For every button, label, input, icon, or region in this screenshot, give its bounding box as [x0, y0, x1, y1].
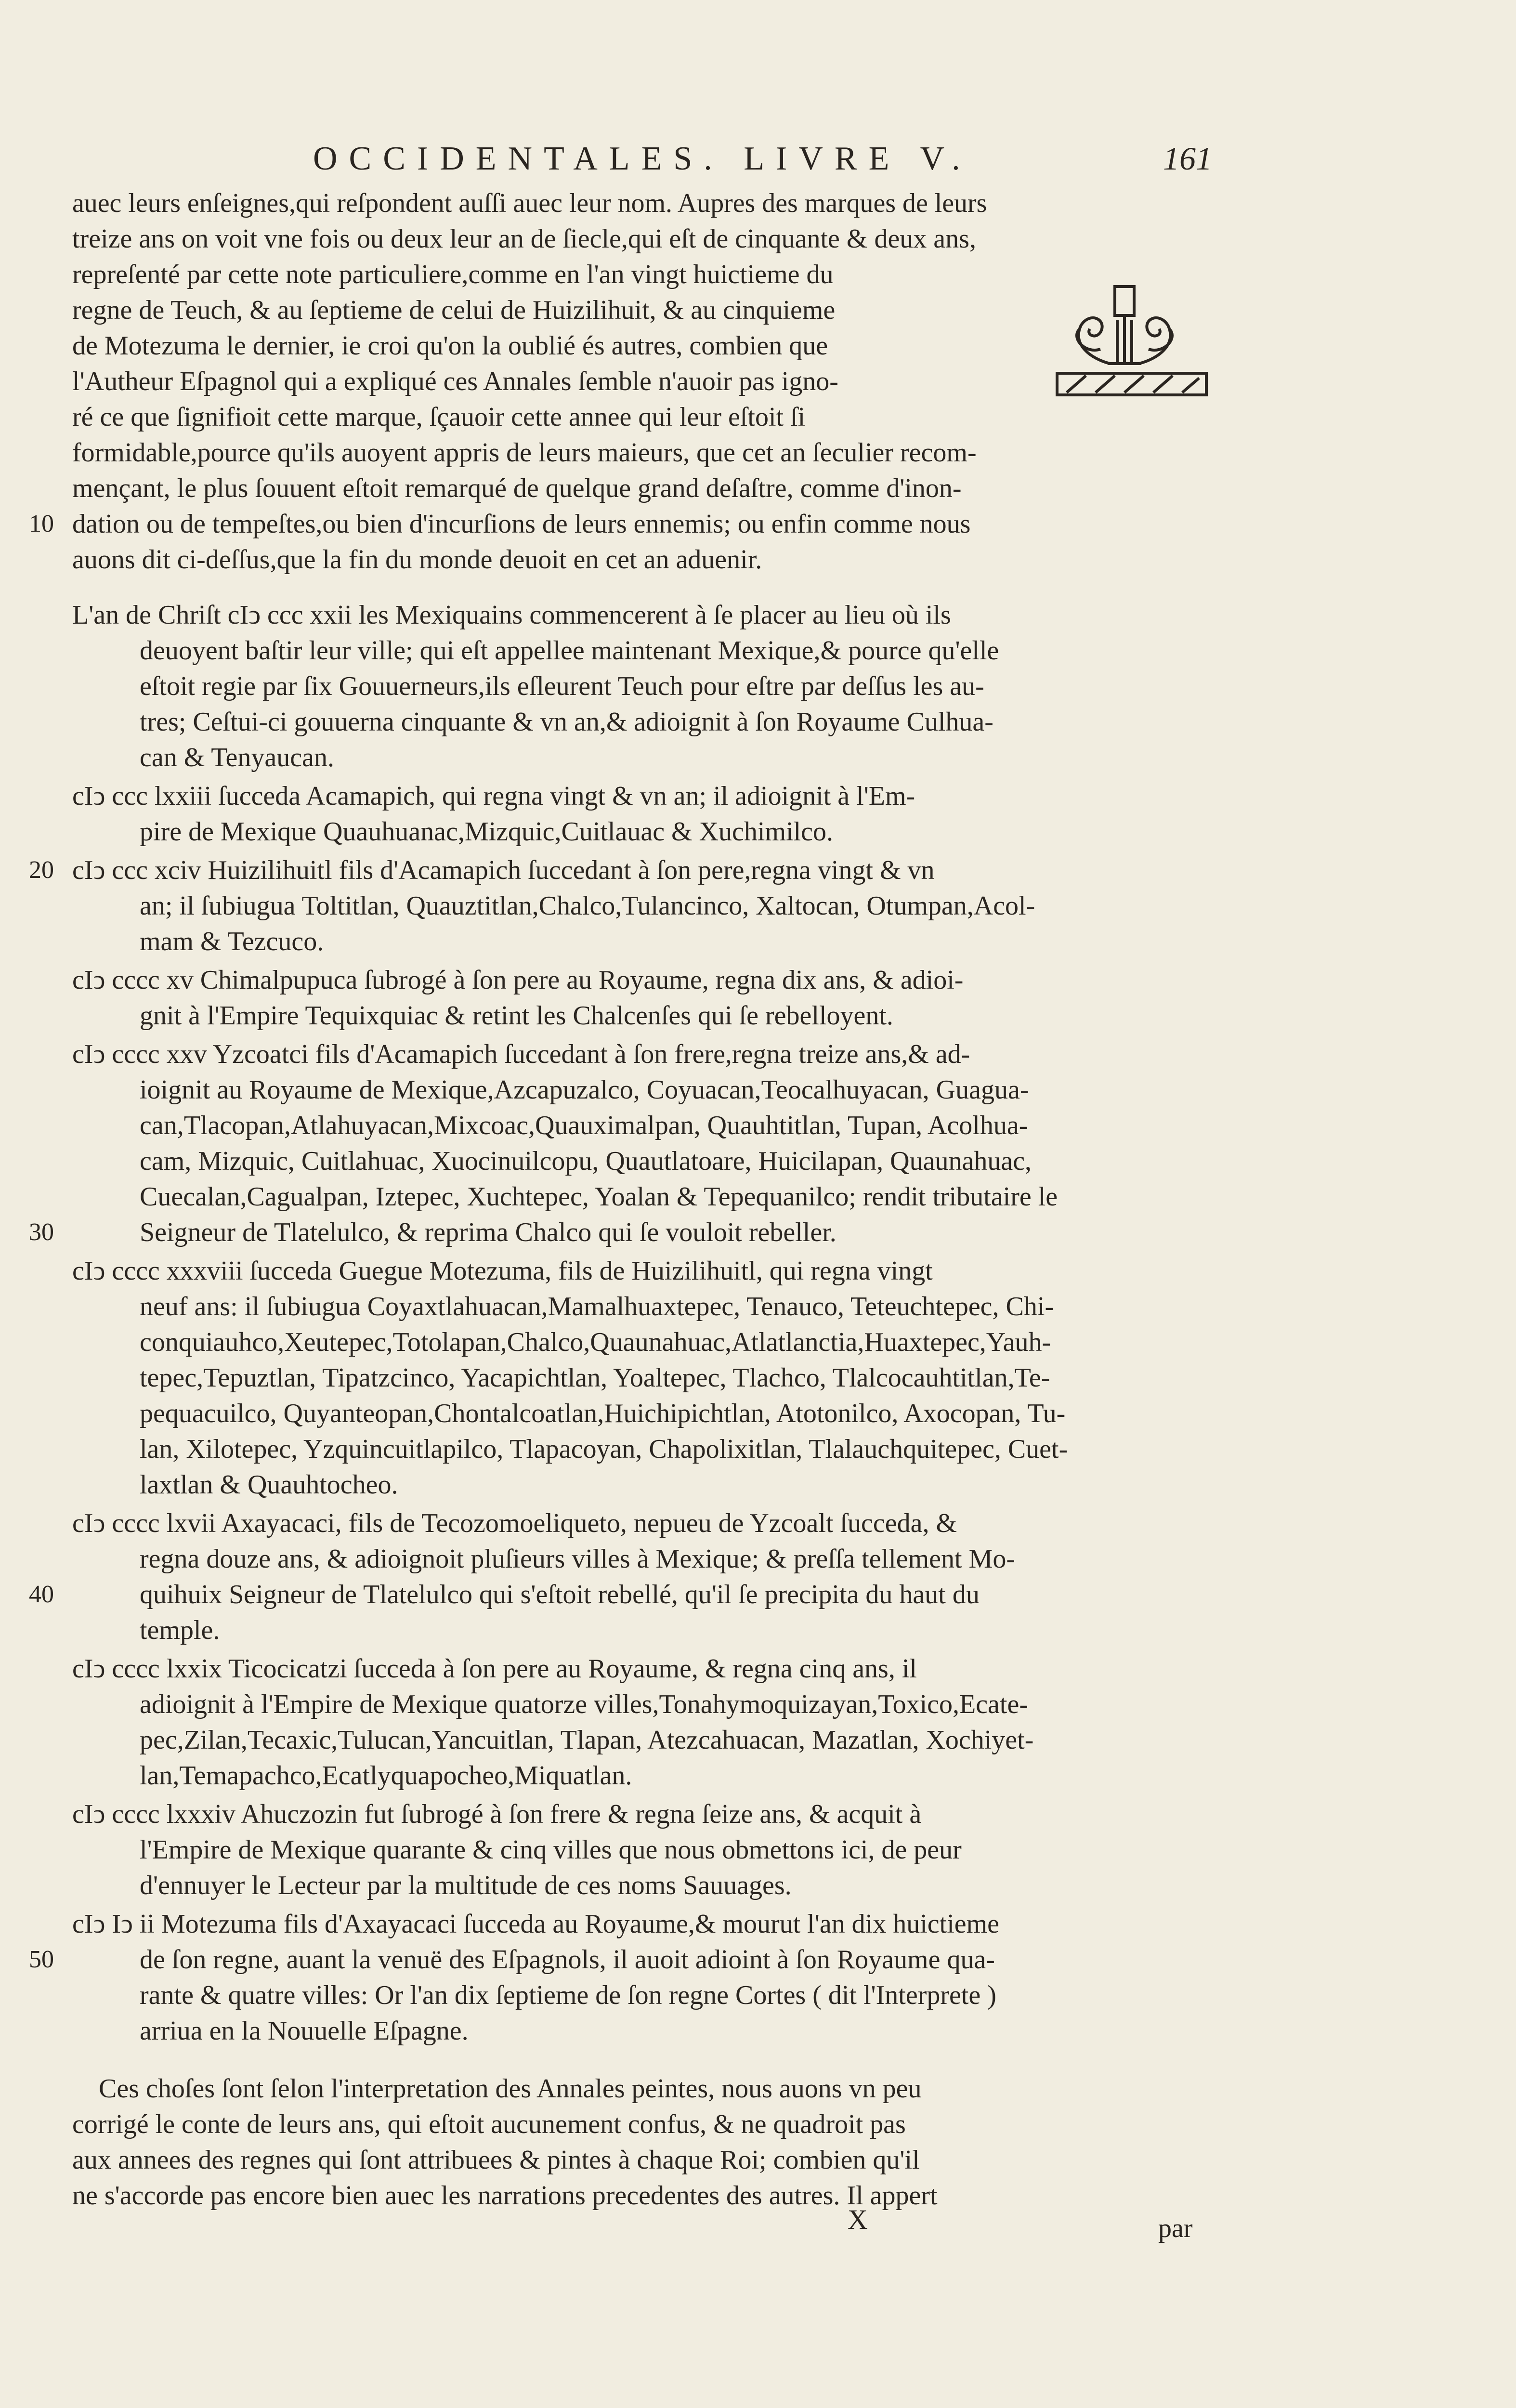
text-line: corrigé le conte de leurs ans, qui eſtoit aucunement confus, & ne quadroit pas [72, 2109, 906, 2139]
text-line: gnit à l'Empire Tequixquiac & retint les Chalcenſes qui ſe rebelloyent. [140, 1001, 893, 1031]
text-line: regna douze ans, & adioignoit pluſieurs villes à Mexique; & preſſa tellement Mo- [140, 1544, 1015, 1574]
text-line: temple. [140, 1615, 220, 1645]
running-title: OCCIDENTALES. LIVRE V. [313, 140, 972, 177]
text-line: ré ce que ſignifioit cette marque, ſçauoir cette annee qui leur eſtoit ſi [72, 402, 806, 432]
text-line: neuf ans: il ſubiugua Coyaxtlahuacan,Mamalhuaxtepec, Tenauco, Teteuchtepec, Chi- [140, 1292, 1054, 1322]
text-line: cIↄ cccc xv Chimalpupuca ſubrogé à ſon pere au Royaume, regna dix ans, & adioi- [72, 965, 964, 995]
aztec-year-glyph-icon [1052, 282, 1211, 417]
text-line: cIↄ cccc xxv Yzcoatci fils d'Acamapich ſuccedant à ſon frere,regna treize ans,& ad- [72, 1039, 970, 1069]
text-line: laxtlan & Quauhtocheo. [140, 1470, 398, 1500]
page-number: 161 [1163, 140, 1212, 177]
text-line: cIↄ cccc lxvii Axayacaci, fils de Tecozomoeliqueto, nepueu de Yzcoalt ſucceda, & [72, 1508, 957, 1538]
text-line: pequacuilco, Quyanteopan,Chontalcoatlan,Huichipichtlan, Atotonilco, Axocopan, Tu- [140, 1399, 1066, 1428]
text-line: Seigneur de Tlatelulco, & reprima Chalco qui ſe vouloit rebeller. [140, 1217, 836, 1247]
text-line: can,Tlacopan,Atlahuyacan,Mixcoac,Quauximalpan, Quauhtitlan, Tupan, Acolhua- [140, 1111, 1028, 1140]
text-line: rante & quatre villes: Or l'an dix ſeptieme de ſon regne Cortes ( dit l'Interprete ) [140, 1980, 996, 2010]
text-line: auons dit ci-deſſus,que la fin du monde deuoit en cet an aduenir. [72, 545, 762, 575]
margin-line-number: 20 [29, 856, 54, 884]
text-line: mam & Tezcuco. [140, 927, 324, 956]
text-line: cIↄ cccc lxxxiv Ahuczozin fut ſubrogé à ſon frere & regna ſeize ans, & acquit à [72, 1799, 922, 1829]
text-line: formidable,pource qu'ils auoyent appris de leurs maieurs, que cet an ſeculier recom- [72, 438, 977, 468]
text-line: arriua en la Nouuelle Eſpagne. [140, 2016, 469, 2046]
margin-line-number: 40 [29, 1581, 54, 1608]
text-line: treize ans on voit vne fois ou deux leur an de ſiecle,qui eſt de cinquante & deux ans, [72, 224, 976, 254]
text-line: repreſenté par cette note particuliere,comme en l'an vingt huictieme du [72, 260, 834, 289]
margin-line-number: 30 [29, 1218, 54, 1246]
text-line: tres; Ceſtui-ci gouuerna cinquante & vn an,& adioignit à ſon Royaume Culhua- [140, 707, 993, 737]
text-line: ioignit au Royaume de Mexique,Azcapuzalco, Coyuacan,Teocalhuyacan, Guagua- [140, 1075, 1029, 1105]
text-line: aux annees des regnes qui ſont attribuees & pintes à chaque Roi; combien qu'il [72, 2145, 920, 2175]
margin-line-number: 50 [29, 1946, 54, 1973]
catchword: par [1158, 2213, 1193, 2243]
text-line: Ces choſes ſont ſelon l'interpretation des Annales peintes, nous auons vn peu [99, 2074, 922, 2104]
text-line: lan,Temapachco,Ecatlyquapocheo,Miquatlan. [140, 1761, 632, 1791]
text-line: quihuix Seigneur de Tlatelulco qui s'eſtoit rebellé, qu'il ſe precipita du haut du [140, 1580, 980, 1610]
text-line: an; il ſubiugua Toltitlan, Quauztitlan,Chalco,Tulancinco, Xaltocan, Otumpan,Acol- [140, 891, 1035, 921]
text-line: pec,Zilan,Tecaxic,Tulucan,Yancuitlan, Tlapan, Atezcahuacan, Mazatlan, Xochiyet- [140, 1725, 1034, 1755]
text-line: cIↄ ccc xciv Huizilihuitl fils d'Acamapich ſuccedant à ſon pere,regna vingt & vn [72, 855, 935, 885]
text-line: de ſon regne, auant la venuë des Eſpagnols, il auoit adioint à ſon Royaume qua- [140, 1945, 995, 1975]
text-line: cam, Mizquic, Cuitlahuac, Xuocinuilcopu, Quautlatoare, Huicilapan, Quaunahuac, [140, 1146, 1032, 1176]
text-line: cIↄ Iↄ ii Motezuma fils d'Axayacaci ſucceda au Royaume,& mourut l'an dix huictieme [72, 1909, 1000, 1939]
text-line: l'Empire de Mexique quarante & cinq villes que nous obmettons ici, de peur [140, 1835, 962, 1865]
text-line: cIↄ cccc lxxix Ticocicatzi ſucceda à ſon pere au Royaume, & regna cinq ans, il [72, 1654, 917, 1684]
text-line: can & Tenyaucan. [140, 743, 334, 772]
text-line: cIↄ ccc lxxiii ſucceda Acamapich, qui regna vingt & vn an; il adioignit à l'Em- [72, 781, 915, 811]
text-line: deuoyent baſtir leur ville; qui eſt appellee maintenant Mexique,& pource qu'elle [140, 636, 999, 666]
text-line: conquiauhco,Xeutepec,Totolapan,Chalco,Quaunahuac,Atlatlanctia,Huaxtepec,Yauh- [140, 1327, 1051, 1357]
text-line: mençant, le plus ſouuent eſtoit remarqué de quelque grand deſaſtre, comme d'inon- [72, 473, 962, 503]
text-line: eſtoit regie par ſix Gouuerneurs,ils eſleurent Teuch pour eſtre par deſſus les au- [140, 671, 984, 701]
text-line: pire de Mexique Quauhuanac,Mizquic,Cuitlauac & Xuchimilco. [140, 817, 834, 847]
text-line: adioignit à l'Empire de Mexique quatorze villes,Tonahymoquizayan,Toxico,Ecate- [140, 1689, 1028, 1719]
text-line: cIↄ cccc xxxviii ſucceda Guegue Motezuma, fils de Huizilihuitl, qui regna vingt [72, 1256, 933, 1286]
text-line: dation ou de tempeſtes,ou bien d'incurſions de leurs ennemis; ou enfin comme nous [72, 509, 971, 539]
text-line: auec leurs enſeignes,qui reſpondent auſſi auec leur nom. Aupres des marques de leurs [72, 188, 987, 218]
text-line: lan, Xilotepec, Yzquincuitlapilco, Tlapacoyan, Chapolixitlan, Tlalauchquitepec, Cuet- [140, 1434, 1068, 1464]
margin-line-number: 10 [29, 510, 54, 537]
text-line: d'ennuyer le Lecteur par la multitude de ces noms Sauuages. [140, 1871, 792, 1900]
text-line: L'an de Chriſt cIↄ ccc xxii les Mexiquains commencerent à ſe placer au lieu où ils [72, 600, 951, 630]
text-line: Cuecalan,Cagualpan, Iztepec, Xuchtepec, Yoalan & Tepequanilco; rendit tributaire le [140, 1182, 1058, 1212]
text-line: l'Autheur Eſpagnol qui a expliqué ces Annales ſemble n'auoir pas igno- [72, 366, 838, 396]
text-line: de Motezuma le dernier, ie croi qu'on la oublié és autres, combien que [72, 331, 828, 361]
text-line: regne de Teuch, & au ſeptieme de celui de Huizilihuit, & au cinquieme [72, 295, 836, 325]
text-line: ne s'accorde pas encore bien auec les narrations precedentes des autres. Il appert [72, 2181, 938, 2211]
signature-mark: X [848, 2204, 868, 2235]
text-line: tepec,Tepuztlan, Tipatzcinco, Yacapichtlan, Yoaltepec, Tlachco, Tlalcocauhtitlan,Te- [140, 1363, 1050, 1393]
